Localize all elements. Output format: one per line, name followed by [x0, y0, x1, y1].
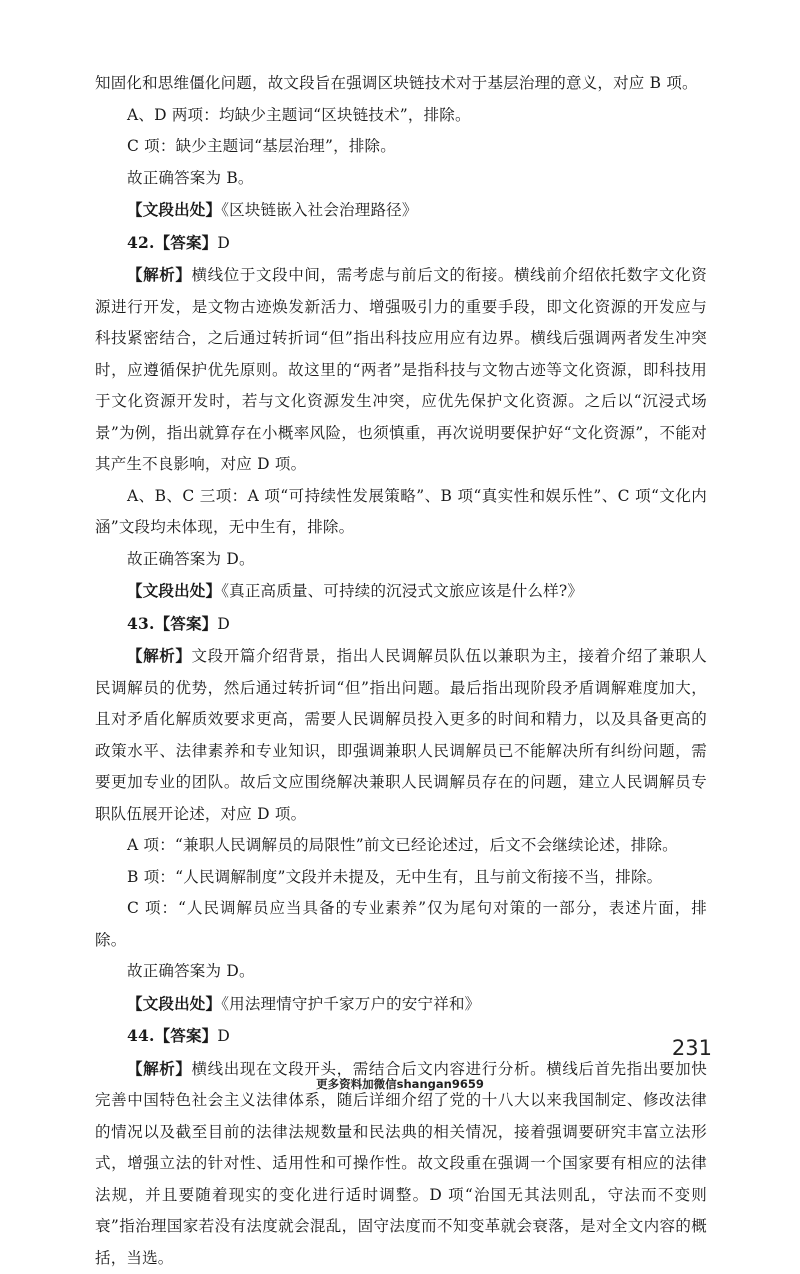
section-label: 42.【答案】	[127, 233, 217, 252]
paragraph-text: 故正确答案为 B。	[127, 169, 254, 187]
paragraph	[95, 481, 707, 544]
paragraph-text: B 项：“人民调解制度”文段并未提及，无中生有，且与前文衔接不当，排除。	[127, 868, 662, 886]
paragraph-text: D	[217, 615, 230, 633]
paragraph	[95, 893, 707, 956]
page-number: 231	[672, 1036, 712, 1060]
paragraph	[95, 862, 707, 894]
section-label: 【文段出处】	[127, 581, 221, 600]
paragraph	[95, 956, 707, 988]
section-label: 【解析】	[127, 265, 192, 284]
paragraph	[95, 100, 707, 132]
answer-explanation-body	[95, 68, 707, 1274]
paragraph-text: 知固化和思维僵化问题，故文段旨在强调区块链技术对于基层治理的意义，对应 B 项。	[95, 74, 698, 92]
paragraph-text: 《真正高质量、可持续的沉浸式文旅应该是什么样?》	[221, 582, 583, 600]
paragraph-text: D	[217, 234, 230, 252]
paragraph-text: 横线位于文段中间，需考虑与前后文的衔接。横线前介绍依托数字文化资源进行开发，是文物古迹焕发新活力、增强吸引力的重要手段，即文化资源的开发应与科技紧密结合，之后通过转折词“但”指出科技应用应有边界。横线后强调两者发生冲突时，应遵循保护优先原则。故这里的“两者”是指科技与文物古迹等文化资源，即科技用于文化资源开发时，若与文化资源发生冲突，应优先保护文化资源。之后以“沉浸式场景”为例，指出就算存在小概率风险，也须慎重，再次说明要保护好“文化资源”，不能对其产生不良影响，对应 D 项。	[95, 266, 707, 473]
paragraph	[95, 575, 707, 608]
paragraph-text: A 项：“兼职人民调解员的局限性”前文已经论述过，后文不会继续论述，排除。	[127, 836, 678, 854]
section-label: 【文段出处】	[127, 200, 221, 219]
paragraph-text: A、D 两项：均缺少主题词“区块链技术”，排除。	[127, 106, 471, 124]
section-label: 【解析】	[127, 1059, 192, 1078]
paragraph	[95, 544, 707, 576]
paragraph-text: A、B、C 三项：A 项“可持续性发展策略”、B 项“真实性和娱乐性”、C 项“文化内涵”文段均未体现，无中生有，排除。	[95, 487, 707, 537]
footer-watermark-text: 更多资料加微信shangan9659	[0, 1076, 800, 1092]
paragraph-text: 横线出现在文段开头，需结合后文内容进行分析。横线后首先指出要加快完善中国特色社会主义法律体系，随后详细介绍了党的十八大以来我国制定、修改法律的情况以及截至目前的法律法规数量和民法典的相关情况，接着强调要研究丰富立法形式，增强立法的针对性、适用性和可操作性。故文段重在强调一个国家要有相应的法律法规，并且要随着现实的变化进行适时调整。D 项“治国无其法则乱，守法而不变则衰”指治理国家若没有法度就会混乱，固守法度而不知变革就会衰落，是对全文内容的概括，当选。	[95, 1060, 707, 1267]
paragraph	[95, 131, 707, 163]
section-label: 【解析】	[127, 646, 192, 665]
paragraph	[95, 988, 707, 1021]
paragraph-text: 《用法理情守护千家万户的安宁祥和》	[221, 995, 480, 1013]
section-label: 【文段出处】	[127, 994, 221, 1013]
paragraph-text: 文段开篇介绍背景，指出人民调解员队伍以兼职为主，接着介绍了兼职人民调解员的优势，然后通过转折词“但”指出问题。最后指出现阶段矛盾调解难度加大，且对矛盾化解质效要求更高，需要人民调解员投入更多的时间和精力，以及具备更高的政策水平、法律素养和专业知识，即强调兼职人民调解员已不能解决所有纠纷问题，需要更加专业的团队。故后文应围绕解决兼职人民调解员存在的问题，建立人民调解员专职队伍展开论述，对应 D 项。	[95, 647, 707, 823]
paragraph	[95, 830, 707, 862]
paragraph	[95, 1020, 707, 1053]
paragraph-text: C 项：缺少主题词“基层治理”，排除。	[127, 137, 396, 155]
paragraph	[95, 640, 707, 830]
section-label: 44.【答案】	[127, 1026, 217, 1045]
paragraph-text: 故正确答案为 D。	[127, 962, 255, 980]
section-label: 43.【答案】	[127, 614, 217, 633]
paragraph-text: C 项：“人民调解员应当具备的专业素养”仅为尾句对策的一部分，表述片面，排除。	[95, 899, 707, 949]
paragraph	[95, 227, 707, 260]
paragraph	[95, 259, 707, 481]
paragraph	[95, 608, 707, 641]
paragraph	[95, 68, 707, 100]
paragraph	[95, 194, 707, 227]
paragraph-text: 故正确答案为 D。	[127, 550, 255, 568]
paragraph-text: 《区块链嵌入社会治理路径》	[221, 201, 417, 219]
paragraph	[95, 163, 707, 195]
paragraph-text: D	[217, 1027, 230, 1045]
